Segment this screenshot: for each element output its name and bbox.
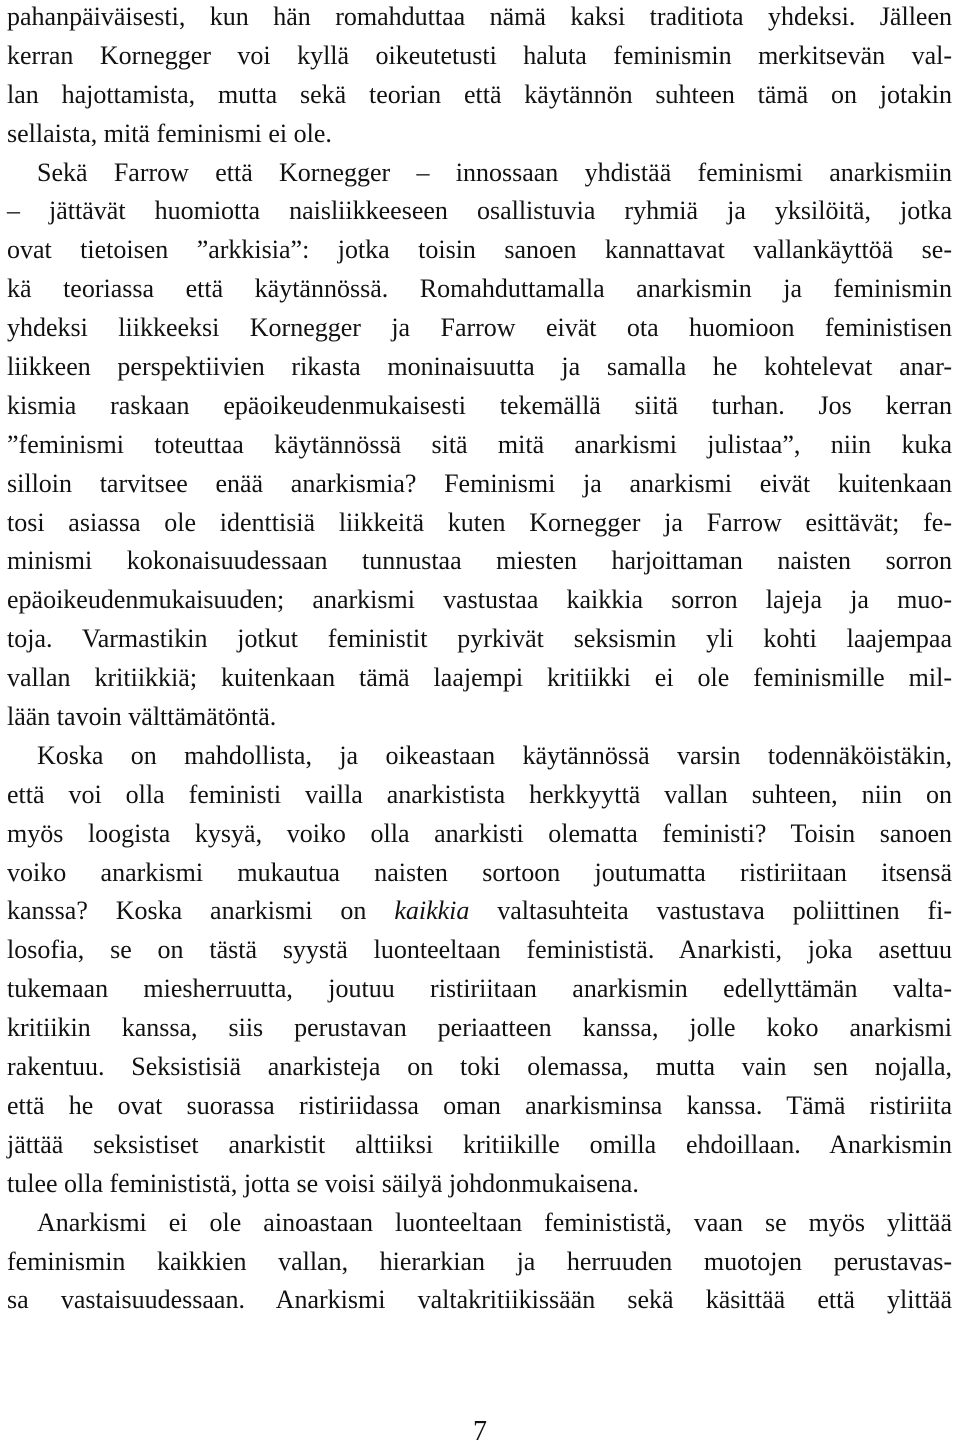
text-line [7,1281,952,1320]
text-line [7,776,952,815]
text-segment: tosi asiassa ole identtisiä liikkeitä kuten Kornegger ja Farrow esittävät; fe- [7,507,952,537]
text-segment: rakentuu. Seksistisiä anarkisteja on toki olemassa, mutta vain sen nojalla, [7,1052,952,1082]
text-line [7,1243,952,1282]
text-segment: myös loogista kysyä, voiko olla anarkisti olematta feministi? Toisin sanoen [7,818,952,848]
text-segment: yhdeksi liikkeeksi Kornegger ja Farrow eivät ota huomioon feministisen [7,313,952,343]
text-segment: voiko anarkismi mukautua naisten sortoon joutumatta ristiriitaan itsensä [7,857,952,887]
text-line [7,698,952,737]
text-line [7,620,952,659]
page-number: 7 [473,1416,487,1447]
text-segment: Sekä Farrow että Kornegger – innossaan yhdistää feminismi anarkismiin [37,157,952,187]
text-segment: sa vastaisuudessaan. Anarkismi valtakritiikissään sekä käsittää että ylittää [7,1285,952,1315]
text-segment: lan hajottamista, mutta sekä teorian että käytännön suhteen tämä on jotakin [7,79,952,109]
text-segment: sellaista, mitä feminismi ei ole. [7,118,332,148]
text-segment: kismia raskaan epäoikeudenmukaisesti tekemällä siitä turhan. Jos kerran [7,390,952,420]
text-segment: Anarkismi ei ole ainoastaan luonteeltaan feminististä, vaan se myös ylittää [37,1207,952,1237]
text-line [7,854,952,893]
text-line [7,1165,952,1204]
text-segment: pahanpäiväisesti, kun hän romahduttaa nämä kaksi traditiota yhdeksi. Jälleen [7,2,952,31]
text-line [7,465,952,504]
body-text [7,0,952,1320]
text-line [7,504,952,543]
text-segment: Koska on mahdollista, ja oikeastaan käytännössä varsin todennäköistäkin, [37,740,952,770]
text-segment: kritiikin kanssa, siis perustavan periaatteen kanssa, jolle koko anarkismi [7,1013,952,1043]
text-line [7,1009,952,1048]
text-segment: epäoikeudenmukaisuuden; anarkismi vastustaa kaikkia sorron lajeja ja muo- [7,585,952,615]
text-line [7,659,952,698]
text-segment: toja. Varmastikin jotkut feministit pyrkivät seksismin yli kohti laajempaa [7,624,952,654]
text-segment: lään tavoin välttämätöntä. [7,702,277,732]
text-line [7,815,952,854]
text-segment: minismi kokonaisuudessaan tunnustaa miesten harjoittaman naisten sorron [7,546,952,576]
text-segment: silloin tarvitsee enää anarkismia? Feminismi ja anarkismi eivät kuitenkaan [7,468,952,498]
text-segment: tulee olla feminististä, jotta se voisi säilyä johdonmukaisena. [7,1168,639,1198]
text-line [7,931,952,970]
text-segment: tukemaan miesherruutta, joutuu ristiriitaan anarkismin edellyttämän valta- [7,974,952,1004]
text-segment: että voi olla feministi vailla anarkistista herkkyyttä vallan suhteen, niin on [7,779,952,809]
text-line [7,1126,952,1165]
text-line [7,1087,952,1126]
text-segment: kerran Kornegger voi kyllä oikeutetusti haluta feminismin merkitsevän val- [7,40,952,70]
text-line [7,231,952,270]
text-segment: liikkeen perspektiivien rikasta moninaisuutta ja samalla he kohtelevat anar- [7,352,952,382]
text-segment: kä teoriassa että käytännössä. Romahduttamalla anarkismin ja feminismin [7,274,952,304]
text-line [7,37,952,76]
text-line [7,270,952,309]
text-line [7,426,952,465]
text-line [7,1204,952,1243]
text-segment: – jättävät huomiotta naisliikkeeseen osallistuvia ryhmiä ja yksilöitä, jotka [7,196,952,226]
text-line [7,387,952,426]
text-line [7,192,952,231]
italic-text: kaikkia [394,896,470,926]
text-segment: ovat tietoisen ”arkkisia”: jotka toisin sanoen kannattavat vallankäyttöä se- [7,235,952,265]
text-line [7,581,952,620]
text-segment: kanssa? Koska anarkismi on [7,896,395,926]
text-line [7,309,952,348]
text-line [7,0,952,37]
text-line [7,737,952,776]
text-line [7,115,952,154]
text-segment: valtasuhteita vastustava poliittinen fi- [469,896,952,926]
text-segment: ”feminismi toteuttaa käytännössä sitä mitä anarkismi julistaa”, niin kuka [7,429,952,459]
text-segment: losofia, se on tästä syystä luonteeltaan feminististä. Anarkisti, joka asettuu [7,935,952,965]
text-line [7,542,952,581]
text-line [7,970,952,1009]
text-line [7,76,952,115]
text-segment: että he ovat suorassa ristiriidassa oman anarkisminsa kanssa. Tämä ristiriita [7,1090,952,1120]
text-line [7,348,952,387]
text-line [7,1048,952,1087]
text-segment: jättää seksistiset anarkistit alttiiksi kritiikille omilla ehdoillaan. Anarkismin [7,1129,952,1159]
text-segment: feminismin kaikkien vallan, hierarkian ja herruuden muotojen perustavas- [7,1246,952,1276]
text-line [7,892,952,931]
text-segment: vallan kritiikkiä; kuitenkaan tämä laajempi kritiikki ei ole feminismille mil- [7,663,952,693]
text-line [7,154,952,193]
